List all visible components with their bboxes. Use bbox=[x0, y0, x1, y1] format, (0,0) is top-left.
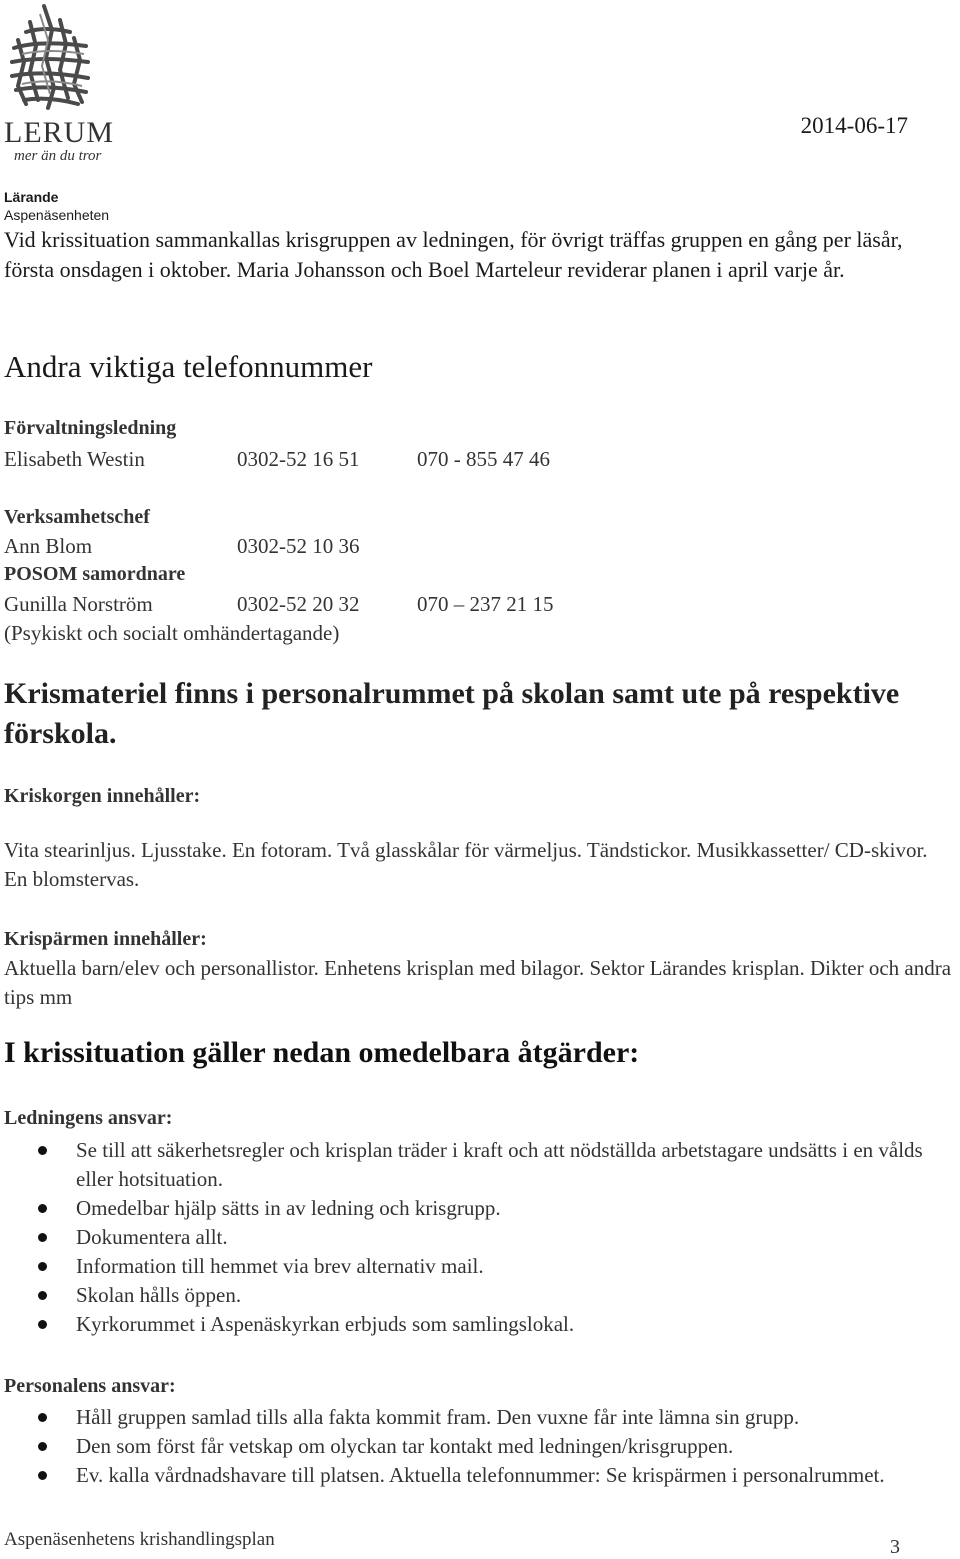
bullet-icon bbox=[38, 1262, 47, 1271]
contact-name: Elisabeth Westin bbox=[4, 447, 145, 471]
list-item: Håll gruppen samlad tills alla fakta kommit fram. Den vuxne får inte lämna sin grupp. bbox=[4, 1403, 954, 1432]
bullet-icon bbox=[38, 1146, 47, 1155]
basket-contents: Vita stearinljus. Ljusstake. En fotoram. Två glasskålar för värmeljus. Tändstickor. Musikkassetter/ CD-skivor. En blomstervas. bbox=[4, 838, 928, 891]
posom-note: (Psykiskt och socialt omhändertagande) bbox=[4, 621, 340, 645]
section-heading-manager: Verksamhetschef bbox=[4, 506, 150, 528]
list-item: Omedelbar hjälp sätts in av ledning och krisgrupp. bbox=[4, 1194, 954, 1223]
contact-mobile: 070 - 855 47 46 bbox=[417, 447, 550, 471]
contact-phone: 0302-52 10 36 bbox=[237, 534, 360, 558]
document-date: 2014-06-17 bbox=[800, 113, 908, 138]
logo-wordmark: LERUM bbox=[4, 116, 114, 149]
unit-label: Aspenäsenheten bbox=[4, 207, 110, 223]
basket-heading: Kriskorgen innehåller: bbox=[4, 785, 201, 807]
list-item: Se till att säkerhetsregler och krisplan träder i kraft och att nödställda arbetstagare undsätts i en vålds eller hotsituation. bbox=[4, 1136, 954, 1194]
phone-row bbox=[4, 447, 550, 472]
bullet-icon bbox=[38, 1320, 47, 1329]
list-item: Information till hemmet via brev alternativ mail. bbox=[4, 1252, 954, 1281]
contact-phone: 0302-52 20 32 bbox=[237, 592, 360, 616]
list-item: Kyrkorummet i Aspenäskyrkan erbjuds som samlingslokal. bbox=[4, 1310, 954, 1339]
logo-tagline: mer än du tror bbox=[14, 148, 102, 164]
phones-title: Andra viktiga telefonnummer bbox=[4, 349, 373, 384]
sector-label: Lärande bbox=[4, 189, 59, 205]
folder-contents: Aktuella barn/elev och personallistor. Enhetens krisplan med bilagor. Sektor Lärandes krisplan. Dikter och andra tips mm bbox=[4, 956, 952, 1009]
contact-name: Ann Blom bbox=[4, 534, 93, 558]
phone-row bbox=[4, 534, 360, 559]
bullet-icon bbox=[38, 1233, 47, 1242]
list-item: Skolan hålls öppen. bbox=[4, 1281, 954, 1310]
leadership-list bbox=[4, 1136, 954, 1339]
list-item: Dokumentera allt. bbox=[4, 1223, 954, 1252]
bullet-icon bbox=[38, 1442, 47, 1451]
staff-list bbox=[4, 1403, 954, 1490]
contact-mobile: 070 – 237 21 15 bbox=[417, 592, 554, 616]
list-item: Den som först får vetskap om olyckan tar kontakt med ledningen/krisgruppen. bbox=[4, 1432, 954, 1461]
contact-phone: 0302-52 16 51 bbox=[237, 447, 360, 471]
intro-paragraph: Vid krissituation sammankallas krisgruppen av ledningen, för övrigt träffas gruppen en gång per läsår, första onsdagen i oktober. Maria Johansson och Boel Marteleur reviderar planen i april varje år. bbox=[4, 227, 903, 282]
folder-heading: Krispärmen innehåller: bbox=[4, 928, 207, 950]
contact-name: Gunilla Norström bbox=[4, 592, 153, 616]
footer-title: Aspenäsenhetens krishandlingsplan bbox=[4, 1529, 275, 1550]
bullet-icon bbox=[38, 1413, 47, 1422]
page-number: 3 bbox=[890, 1536, 900, 1558]
lerum-weave-icon bbox=[0, 0, 100, 112]
leadership-heading: Ledningens ansvar: bbox=[4, 1107, 173, 1129]
list-item: Ev. kalla vårdnadshavare till platsen. Aktuella telefonnummer: Se krispärmen i personalrummet. bbox=[4, 1461, 954, 1490]
staff-heading: Personalens ansvar: bbox=[4, 1375, 176, 1397]
lerum-logo bbox=[0, 0, 120, 170]
bullet-icon bbox=[38, 1204, 47, 1213]
materials-heading: Krismateriel finns i personalrummet på skolan samt ute på respektive förskola. bbox=[4, 677, 900, 750]
section-heading-posom: POSOM samordnare bbox=[4, 563, 186, 585]
section-heading-administration: Förvaltningsledning bbox=[4, 417, 177, 439]
bullet-icon bbox=[38, 1291, 47, 1300]
phone-row bbox=[4, 592, 554, 617]
actions-heading: I krissituation gäller nedan omedelbara åtgärder: bbox=[4, 1036, 640, 1069]
bullet-icon bbox=[38, 1471, 47, 1480]
